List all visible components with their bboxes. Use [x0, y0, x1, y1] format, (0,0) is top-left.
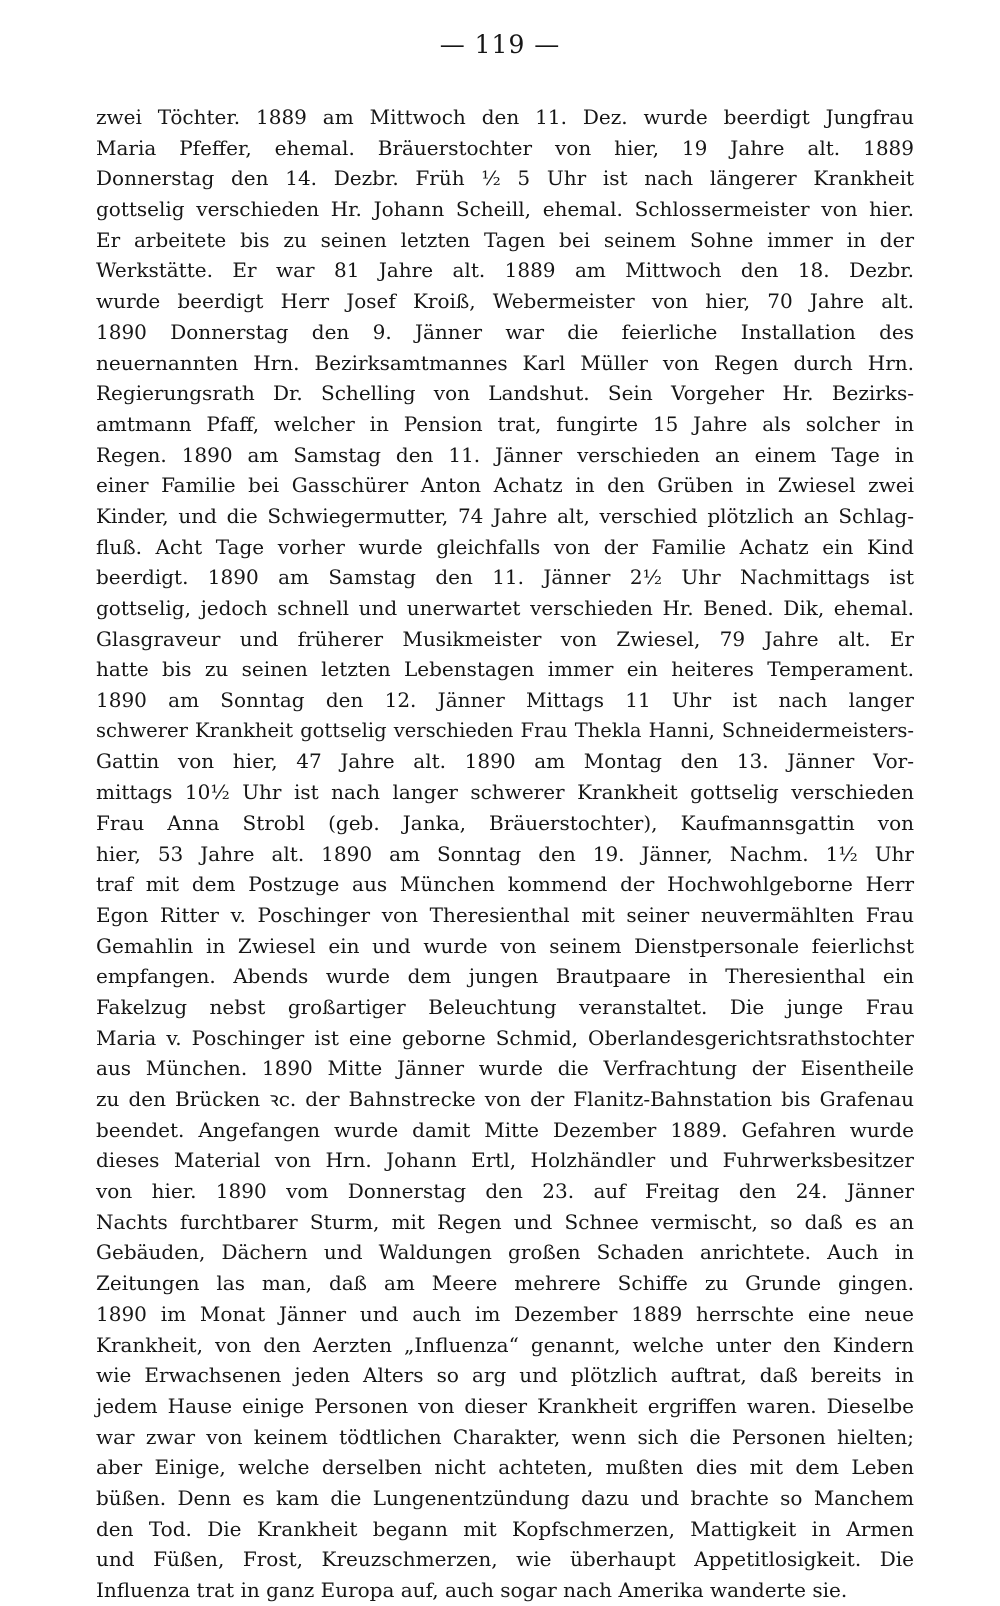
text-line: Krankheit, von den Aerzten „Influenza“ genannt, welche unter den Kindern — [96, 1332, 914, 1357]
text-line: zwei Töchter. 1889 am Mittwoch den 11. Dez. wurde beerdigt Jungfrau — [96, 105, 914, 129]
text-line: wurde beerdigt Herr Josef Kroiß, Webermeister von hier, 70 Jahre alt. — [96, 289, 914, 314]
text-line: Gebäuden, Dächern und Waldungen großen Schaden anrichtete. Auch in — [96, 1240, 914, 1265]
text-line: gottselig verschieden Hr. Johann Scheill, ehemal. Schlossermeister von hier. — [96, 197, 914, 222]
text-line: beendet. Angefangen wurde damit Mitte Dezember 1889. Gefahren wurde — [96, 1117, 914, 1142]
text-line: Gemahlin in Zwiesel ein und wurde von seinem Dienstpersonale feierlichst — [96, 933, 914, 958]
text-line: Frau Anna Strobl (geb. Janka, Bräuerstochter), Kaufmannsgattin von — [96, 810, 914, 835]
text-line: 1890 im Monat Jänner und auch im Dezember 1889 herrschte eine neue — [96, 1301, 914, 1326]
text-line: empfangen. Abends wurde dem jungen Brautpaare in Theresienthal ein — [96, 964, 914, 989]
text-line: zu den Brücken ꝛc. der Bahnstrecke von der Flanitz-Bahnstation bis Grafenau — [96, 1087, 914, 1111]
text-line: fluß. Acht Tage vorher wurde gleichfalls von der Familie Achatz ein Kind — [96, 534, 914, 559]
text-line: büßen. Denn es kam die Lungenentzündung dazu und brachte so Manchem — [96, 1485, 914, 1510]
text-line: 1890 Donnerstag den 9. Jänner war die feierliche Installation des — [96, 319, 914, 344]
text-line: hatte bis zu seinen letzten Lebenstagen immer ein heiteres Temperament. — [96, 657, 914, 682]
text-line: 1890 am Sonntag den 12. Jänner Mittags 11 Uhr ist nach langer — [96, 688, 914, 713]
text-line: wie Erwachsenen jeden Alters so arg und plötzlich auftrat, daß bereits in — [96, 1363, 914, 1388]
text-line: war zwar von keinem tödtlichen Charakter, wenn sich die Personen hielten; — [96, 1424, 914, 1449]
text-line: Fakelzug nebst großartiger Beleuchtung veranstaltet. Die junge Frau — [96, 994, 914, 1019]
text-line: traf mit dem Postzuge aus München kommend der Hochwohlgeborne Herr — [96, 872, 914, 897]
text-line: einer Familie bei Gasschürer Anton Achatz in den Grüben in Zwiesel zwei — [96, 473, 914, 498]
text-line: Werkstätte. Er war 81 Jahre alt. 1889 am Mittwoch den 18. Dezbr. — [96, 258, 914, 283]
text-line: Maria v. Poschinger ist eine geborne Schmid, Oberlandesgerichtsrathstochter — [96, 1025, 914, 1050]
text-line: Donnerstag den 14. Dezbr. Früh ½ 5 Uhr ist nach längerer Krankheit — [96, 166, 914, 191]
text-line: den Tod. Die Krankheit begann mit Kopfschmerzen, Mattigkeit in Armen — [96, 1516, 914, 1541]
text-line: Maria Pfeffer, ehemal. Bräuerstochter von hier, 19 Jahre alt. 1889 — [96, 135, 914, 160]
text-line: mittags 10½ Uhr ist nach langer schwerer Krankheit gottselig verschieden — [96, 780, 914, 805]
text-line: Regen. 1890 am Samstag den 11. Jänner verschieden an einem Tage in — [96, 442, 914, 467]
text-line: jedem Hause einige Personen von dieser Krankheit ergriffen waren. Dieselbe — [96, 1393, 914, 1418]
text-line: von hier. 1890 vom Donnerstag den 23. auf Freitag den 24. Jänner — [96, 1179, 914, 1204]
text-line: beerdigt. 1890 am Samstag den 11. Jänner 2½ Uhr Nachmittags ist — [96, 565, 914, 590]
text-line: aus München. 1890 Mitte Jänner wurde die Verfrachtung der Eisentheile — [96, 1056, 914, 1081]
text-line: und Füßen, Frost, Kreuzschmerzen, wie überhaupt Appetitlosigkeit. Die — [96, 1547, 914, 1572]
text-line: aber Einige, welche derselben nicht achteten, mußten dies mit dem Leben — [96, 1455, 914, 1480]
text-line: Nachts furchtbarer Sturm, mit Regen und Schnee vermischt, so daß es an — [96, 1209, 914, 1234]
text-line: dieses Material von Hrn. Johann Ertl, Holzhändler und Fuhrwerksbesitzer — [96, 1148, 914, 1173]
text-line: Er arbeitete bis zu seinen letzten Tagen bei seinem Sohne immer in der — [96, 227, 914, 252]
text-line: amtmann Pfaff, welcher in Pension trat, fungirte 15 Jahre als solcher in — [96, 411, 914, 436]
page-number: — 119 — — [439, 30, 561, 59]
body-text — [96, 102, 914, 1606]
text-line: Regierungsrath Dr. Schelling von Landshut. Sein Vorgeher Hr. Bezirks- — [96, 381, 914, 406]
text-line: gottselig, jedoch schnell und unerwartet verschieden Hr. Bened. Dik, ehemal. — [96, 596, 914, 620]
text-line: Zeitungen las man, daß am Meere mehrere Schiffe zu Grunde gingen. — [96, 1271, 914, 1296]
text-line: neuernannten Hrn. Bezirksamtmannes Karl Müller von Regen durch Hrn. — [96, 350, 914, 375]
text-line: Gattin von hier, 47 Jahre alt. 1890 am Montag den 13. Jänner Vor- — [96, 749, 914, 774]
text-line: Influenza trat in ganz Europa auf, auch sogar nach Amerika wanderte sie. — [96, 1578, 848, 1602]
text-line: Kinder, und die Schwiegermutter, 74 Jahre alt, verschied plötzlich an Schlag- — [96, 503, 914, 528]
text-line: Glasgraveur und früherer Musikmeister von Zwiesel, 79 Jahre alt. Er — [96, 626, 914, 651]
text-line: hier, 53 Jahre alt. 1890 am Sonntag den 19. Jänner, Nachm. 1½ Uhr — [96, 841, 914, 866]
text-line: Egon Ritter v. Poschinger von Theresienthal mit seiner neuvermählten Frau — [96, 902, 914, 927]
text-line: schwerer Krankheit gottselig verschieden Frau Thekla Hanni, Schneidermeisters- — [96, 718, 914, 742]
